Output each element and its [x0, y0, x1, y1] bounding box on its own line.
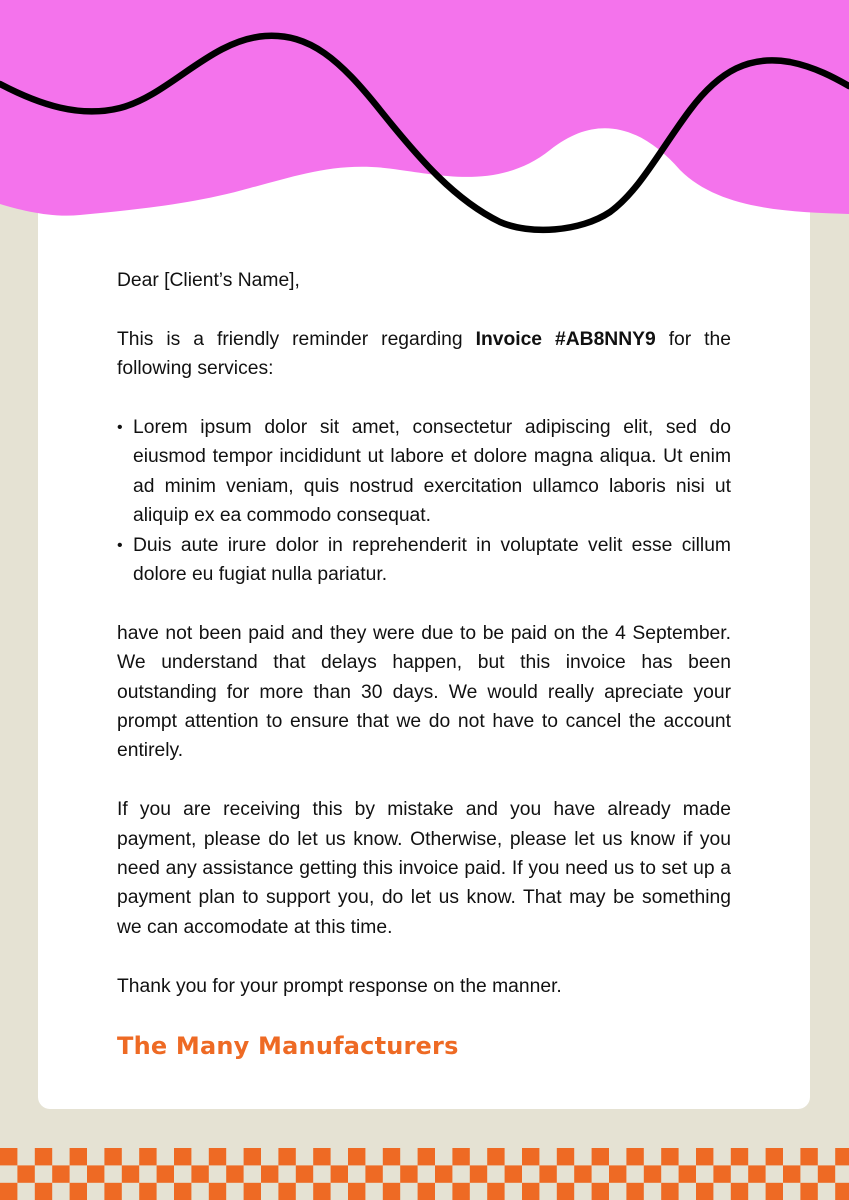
checker-square — [122, 1165, 139, 1182]
checker-square — [139, 1148, 156, 1165]
intro-text-before: This is a friendly reminder regarding — [117, 328, 476, 350]
checker-square — [748, 1165, 765, 1182]
salutation: Dear [Client’s Name], — [117, 270, 300, 291]
checker-square — [452, 1183, 469, 1200]
checker-square — [679, 1165, 696, 1182]
service-item: • Duis aute irure dolor in reprehenderit in voluptate velit esse cillum dolore eu fugiat nulla pariatur. — [133, 531, 731, 590]
checker-square — [609, 1165, 626, 1182]
checker-square — [835, 1183, 849, 1200]
checker-square — [365, 1165, 382, 1182]
checker-square — [35, 1183, 52, 1200]
intro-paragraph — [117, 325, 731, 384]
checker-square — [452, 1148, 469, 1165]
checker-square — [209, 1148, 226, 1165]
checker-square — [522, 1183, 539, 1200]
closing-line: Thank you for your prompt response on the manner. — [117, 975, 562, 997]
checker-square — [348, 1183, 365, 1200]
checker-square — [348, 1148, 365, 1165]
checker-square — [505, 1165, 522, 1182]
checker-square — [226, 1165, 243, 1182]
checker-square — [557, 1148, 574, 1165]
pink-wave-banner — [0, 0, 849, 240]
checker-square — [278, 1183, 295, 1200]
checker-square — [626, 1183, 643, 1200]
invoice-reference: Invoice #AB8NNY9 — [475, 328, 656, 350]
checker-square — [278, 1148, 295, 1165]
checker-square — [800, 1148, 817, 1165]
checker-square — [17, 1165, 34, 1182]
checker-square — [766, 1148, 783, 1165]
checker-square — [104, 1183, 121, 1200]
checker-square — [35, 1148, 52, 1165]
company-signature: The Many Manufacturers — [117, 1032, 459, 1060]
checker-square — [261, 1165, 278, 1182]
checker-square — [557, 1183, 574, 1200]
checker-square — [800, 1183, 817, 1200]
checker-square — [139, 1183, 156, 1200]
checker-square — [661, 1148, 678, 1165]
checker-square — [661, 1183, 678, 1200]
checker-square — [818, 1165, 835, 1182]
checker-square — [522, 1148, 539, 1165]
checker-square — [487, 1183, 504, 1200]
checker-square — [731, 1148, 748, 1165]
checker-square — [539, 1165, 556, 1182]
services-list — [117, 413, 731, 589]
letter-body — [117, 266, 731, 1030]
checker-square — [487, 1148, 504, 1165]
checker-square — [104, 1148, 121, 1165]
checker-square — [174, 1148, 191, 1165]
checker-square — [731, 1183, 748, 1200]
mistake-paragraph: If you are receiving this by mistake and you have already made payment, please do let us know. Otherwise, please let us know if you need any assistance getting this invoice paid. If you need us to set up a payment plan to support you, do let us know. That may be something we can accomodate at this time. — [117, 799, 731, 938]
checker-square — [244, 1183, 261, 1200]
checker-square — [766, 1183, 783, 1200]
checker-square — [696, 1148, 713, 1165]
checker-square — [87, 1165, 104, 1182]
checker-square — [0, 1148, 17, 1165]
checker-square — [174, 1183, 191, 1200]
checker-square — [470, 1165, 487, 1182]
checker-square — [574, 1165, 591, 1182]
checker-square — [592, 1183, 609, 1200]
checker-square — [157, 1165, 174, 1182]
checker-square — [383, 1148, 400, 1165]
checker-square — [244, 1148, 261, 1165]
checker-square — [191, 1165, 208, 1182]
checker-square — [70, 1183, 87, 1200]
checker-square — [209, 1183, 226, 1200]
checker-square — [783, 1165, 800, 1182]
checker-square — [418, 1148, 435, 1165]
service-item: • Lorem ipsum dolor sit amet, consectetur adipiscing elit, sed do eiusmod tempor incididunt ut labore et dolore magna aliqua. Ut enim ad minim veniam, quis nostrud exercitation ullamco laboris nisi ut aliquip ex ea commodo consequat. — [133, 413, 731, 531]
checker-square — [331, 1165, 348, 1182]
checker-square — [52, 1165, 69, 1182]
checker-square — [435, 1165, 452, 1182]
checker-square — [626, 1148, 643, 1165]
checker-square — [713, 1165, 730, 1182]
checker-square — [835, 1148, 849, 1165]
orange-checkerboard-strip — [0, 1148, 849, 1200]
checker-square — [313, 1148, 330, 1165]
checker-square — [313, 1183, 330, 1200]
checker-square — [383, 1183, 400, 1200]
checker-square — [592, 1148, 609, 1165]
checker-square — [70, 1148, 87, 1165]
checker-square — [418, 1183, 435, 1200]
checker-square — [0, 1183, 17, 1200]
overdue-paragraph: have not been paid and they were due to be paid on the 4 September. We understand that delays happen, but this invoice has been outstanding for more than 30 days. We would really apreciate your prompt attention to ensure that we do not have to cancel the account entirely. — [117, 622, 731, 762]
checker-square — [296, 1165, 313, 1182]
checker-square — [644, 1165, 661, 1182]
checker-square — [400, 1165, 417, 1182]
intro-text-after: for the following services: — [117, 328, 731, 380]
checker-square — [696, 1183, 713, 1200]
